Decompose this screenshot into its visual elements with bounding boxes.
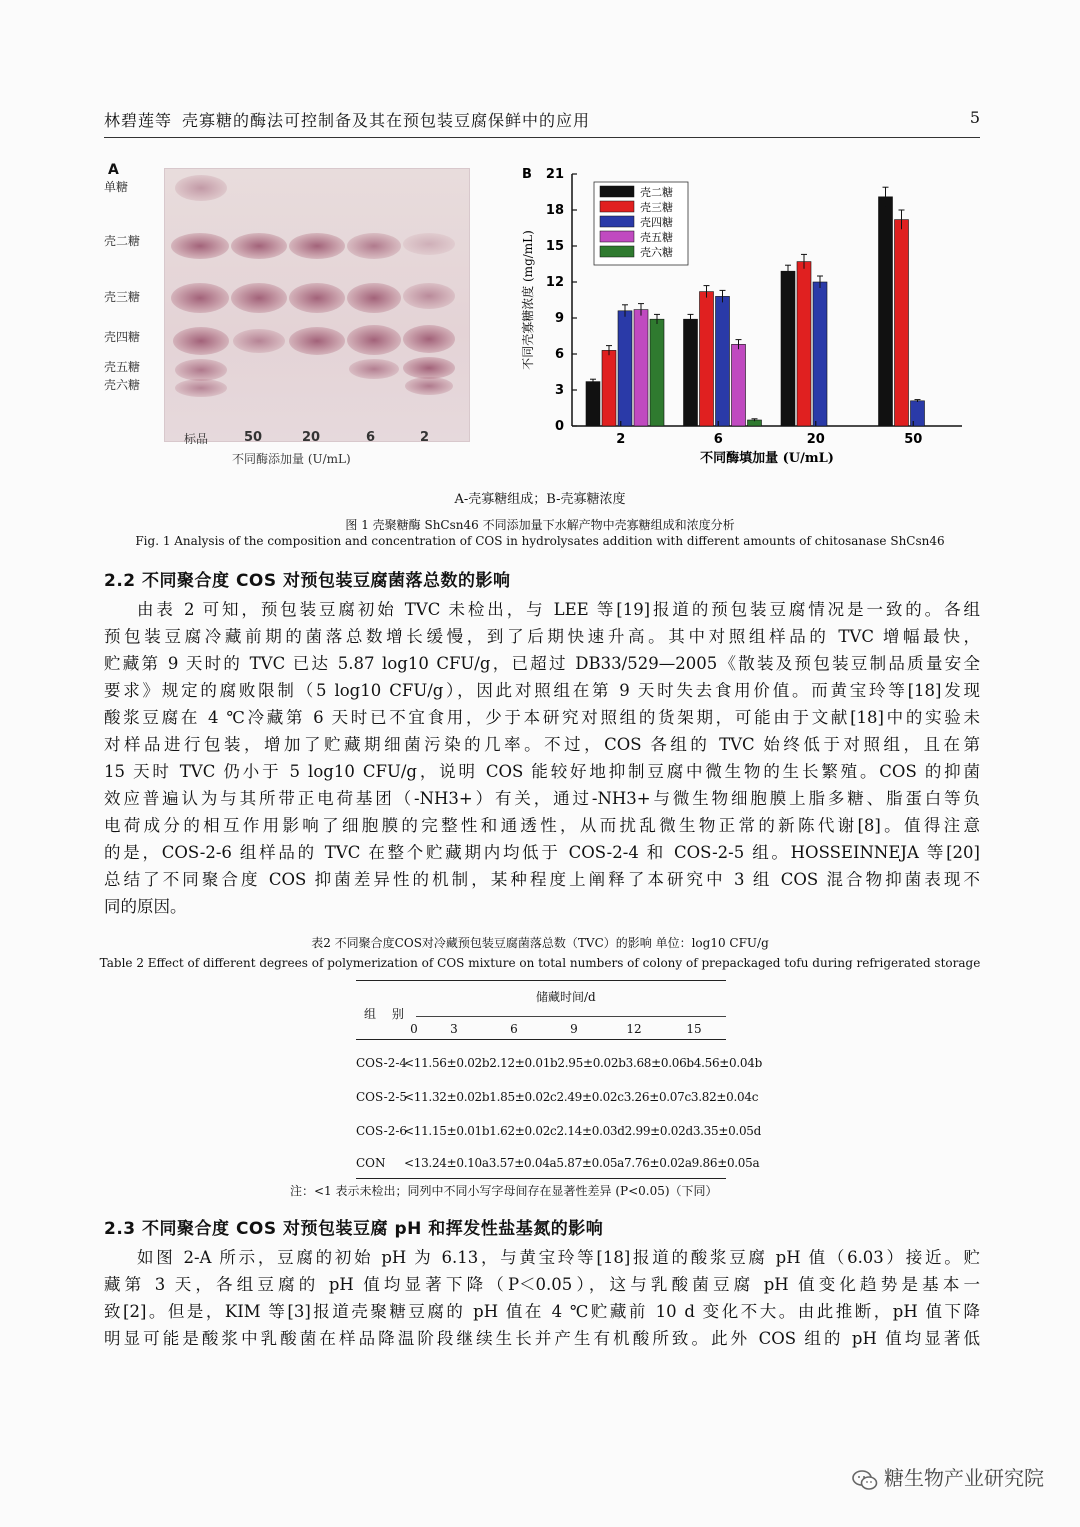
text-line: 要求》规定的腐败限制（5 log10 CFU/g），因此对照组在第 9 天时失去食用价值。而黄宝玲等[18]发现	[104, 681, 980, 700]
figure-a-letter: A	[108, 162, 119, 178]
tlc-lane-2: 2	[420, 430, 430, 445]
bar	[684, 319, 698, 426]
text-line: 总结了不同聚合度 COS 抑菌差异性的机制，某种程度上阐释了本研究中 3 组 COS 混合物抑菌表现不	[104, 870, 980, 889]
tlc-label-dp2: 壳二糖	[104, 234, 141, 248]
table-bottom-rule	[356, 1178, 726, 1179]
y-tick-label: 12	[545, 275, 564, 290]
bar	[732, 344, 746, 426]
legend-swatch	[600, 231, 634, 242]
section-2-3-body	[104, 1244, 980, 1352]
y-tick-label: 6	[554, 347, 564, 362]
text-line: 藏第 3 天，各组豆腐的 pH 值均显著下降（P＜0.05），这与乳酸菌豆腐 pH 值变化趋势是基本一	[104, 1275, 980, 1294]
legend-swatch	[600, 186, 634, 197]
page-number: 5	[969, 108, 980, 127]
legend-label: 壳二糖	[640, 186, 673, 199]
table-cell-values: <11.32±0.02b1.85±0.02c2.49±0.02c3.26±0.07c3.82±0.04c	[404, 1090, 759, 1104]
tlc-label-monosaccharide: 单糖	[104, 180, 129, 194]
text-line: 15 天时 TVC 仍小于 5 log10 CFU/g，说明 COS 能较好地抑制豆腐中微生物的生长繁殖。COS 的抑菌	[104, 762, 980, 781]
y-tick-label: 9	[554, 311, 564, 326]
tlc-lane-50: 50	[244, 430, 263, 445]
figure-caption-en: Fig. 1 Analysis of the composition and concentration of COS in hydrolysates addition with different amounts of chitosanase ShCsn46	[135, 534, 945, 548]
section-2-2-body	[104, 596, 980, 920]
bar	[797, 262, 811, 426]
figure-b-chart	[510, 160, 980, 470]
bar	[781, 271, 795, 426]
legend-label: 壳三糖	[640, 201, 673, 214]
section-2-3-heading: 2.3 不同聚合度 COS 对预包装豆腐 pH 和挥发性盐基氮的影响	[104, 1219, 604, 1239]
y-tick-label: 0	[554, 419, 564, 434]
y-tick-label: 15	[545, 239, 564, 254]
bar	[895, 220, 909, 426]
table-cell-group: COS-2-5	[356, 1090, 408, 1104]
bar	[716, 296, 730, 426]
watermark-text: 糖生物产业研究院	[884, 1466, 1044, 1490]
table-day-header: 12	[626, 1022, 642, 1036]
legend-label: 壳五糖	[640, 231, 673, 244]
figure-a-tlc	[104, 160, 474, 470]
table-day-header: 6	[510, 1022, 518, 1036]
header-authors: 林碧莲等	[104, 111, 173, 130]
x-axis-label: 不同酶填加量 (U/mL)	[700, 451, 834, 466]
tlc-lane-20: 20	[302, 430, 321, 445]
bar	[813, 282, 827, 426]
table-group-header: 组 别	[364, 1007, 410, 1021]
text-line: 电荷成分的相互作用影响了细胞膜的完整性和通透性，从而扰乱微生物正常的新陈代谢[8]。值得注意	[104, 816, 980, 835]
bar-chart-svg	[510, 160, 980, 470]
chart-panel-letter: B	[522, 167, 532, 182]
tlc-lane-6: 6	[366, 430, 376, 445]
text-line: 同的原因。	[104, 897, 187, 916]
table-time-header: 储藏时间/d	[536, 990, 596, 1004]
tlc-lane-standard: 标品	[184, 432, 209, 446]
table-mid-rule	[416, 1016, 726, 1017]
x-tick-label: 2	[616, 432, 626, 447]
table-header-rule	[356, 1039, 726, 1040]
x-tick-label: 6	[713, 432, 723, 447]
bar	[618, 311, 632, 426]
header-title: 壳寡糖的酶法可控制备及其在预包装豆腐保鲜中的应用	[182, 111, 591, 130]
table-cell-group: COS-2-6	[356, 1124, 408, 1138]
header-rule	[104, 137, 980, 138]
table-caption-en: Table 2 Effect of different degrees of polymerization of COS mixture on total numbers of colony of prepackaged tofu during refrigerated storage	[99, 956, 981, 970]
running-header	[104, 108, 980, 136]
tlc-label-dp4: 壳四糖	[104, 330, 141, 344]
legend-label: 壳六糖	[640, 246, 673, 259]
figure-subcaption: A-壳寡糖组成；B-壳寡糖浓度	[454, 492, 626, 507]
bar	[879, 197, 893, 426]
wechat-icon	[852, 1469, 878, 1491]
bar	[586, 382, 600, 426]
bar	[634, 310, 648, 426]
wechat-watermark	[852, 1462, 1044, 1491]
y-tick-label: 3	[554, 383, 564, 398]
table-cell-group: CON	[356, 1156, 386, 1170]
legend-label: 壳四糖	[640, 216, 673, 229]
table-note: 注：<1 表示未检出；同列中不同小写字母间存在显著性差异 (P<0.05)（下同）	[290, 1184, 718, 1198]
table-day-header: 3	[450, 1022, 458, 1036]
text-line: 对样品进行包装，增加了贮藏期细菌污染的几率。不过，COS 各组的 TVC 始终低于对照组，且在第	[104, 735, 980, 754]
y-axis-label: 不同壳寡糖浓度 (mg/mL)	[521, 230, 535, 370]
bar	[650, 319, 664, 426]
tlc-label-dp5: 壳五糖	[104, 360, 141, 374]
table-day-header: 0	[410, 1022, 418, 1036]
y-tick-label: 18	[545, 203, 564, 218]
table-top-rule	[356, 980, 726, 981]
text-line: 预包装豆腐冷藏前期的菌落总数增长缓慢，到了后期快速升高。其中对照组样品的 TVC 增幅最快，	[104, 627, 980, 646]
text-line: 贮藏第 9 天时的 TVC 已达 5.87 log10 CFU/g，已超过 DB33/529—2005《散装及预包装豆制品质量安全	[104, 654, 980, 673]
table-caption-cn: 表2 不同聚合度COS对冷藏预包装豆腐菌落总数（TVC）的影响 单位：log10 CFU/g	[311, 936, 769, 950]
text-line: 的是，COS-2-6 组样品的 TVC 在整个贮藏期内均低于 COS-2-4 和 COS-2-5 组。HOSSEINNEJA 等[20]	[104, 843, 980, 862]
bar	[911, 401, 925, 426]
tlc-plate-image	[164, 168, 470, 442]
table-day-header: 15	[686, 1022, 702, 1036]
x-tick-label: 50	[904, 432, 923, 447]
y-tick-label: 21	[545, 167, 564, 182]
table-cell-values: <11.56±0.02b2.12±0.01b2.95±0.02b3.68±0.06b4.56±0.04b	[404, 1056, 762, 1070]
bar	[602, 350, 616, 426]
figure-caption-cn: 图 1 壳聚糖酶 ShCsn46 不同添加量下水解产物中壳寡糖组成和浓度分析	[345, 518, 735, 532]
legend-swatch	[600, 216, 634, 227]
tlc-label-dp6: 壳六糖	[104, 378, 141, 392]
table-cell-values: <13.24±0.10a3.57±0.04a5.87±0.05a7.76±0.02a9.86±0.05a	[404, 1156, 760, 1170]
text-line: 由表 2 可知，预包装豆腐初始 TVC 未检出，与 LEE 等[19]报道的预包装豆腐情况是一致的。各组	[137, 600, 980, 619]
table-cell-values: <11.15±0.01b1.62±0.02c2.14±0.03d2.99±0.02d3.35±0.05d	[404, 1124, 761, 1138]
x-tick-label: 20	[806, 432, 825, 447]
table-day-header: 9	[570, 1022, 578, 1036]
text-line: 明显可能是酸浆中乳酸菌在样品降温阶段继续生长并产生有机酸所致。此外 COS 组的 pH 值均显著低	[104, 1329, 980, 1348]
text-line: 致[2]。但是，KIM 等[3]报道壳聚糖豆腐的 pH 值在 4 ℃贮藏前 10 d 变化不大。由此推断，pH 值下降	[104, 1302, 980, 1321]
text-line: 如图 2-A 所示，豆腐的初始 pH 为 6.13，与黄宝玲等[18]报道的酸浆豆腐 pH 值（6.03）接近。贮	[137, 1248, 980, 1267]
bar	[700, 292, 714, 426]
tlc-x-axis-label: 不同酶添加量 (U/mL)	[232, 452, 351, 466]
legend-swatch	[600, 246, 634, 257]
text-line: 酸浆豆腐在 4 ℃冷藏第 6 天时已不宜食用，少于本研究对照组的货架期，可能由于文献[18]中的实验未	[104, 708, 980, 727]
section-2-2-heading: 2.2 不同聚合度 COS 对预包装豆腐菌落总数的影响	[104, 571, 511, 591]
tlc-label-dp3: 壳三糖	[104, 290, 141, 304]
legend-swatch	[600, 201, 634, 212]
table-cell-group: COS-2-4	[356, 1056, 408, 1070]
text-line: 效应普遍认为与其所带正电荷基团（-NH3+）有关，通过-NH3+与微生物细胞膜上脂多糖、脂蛋白等负	[104, 789, 980, 808]
